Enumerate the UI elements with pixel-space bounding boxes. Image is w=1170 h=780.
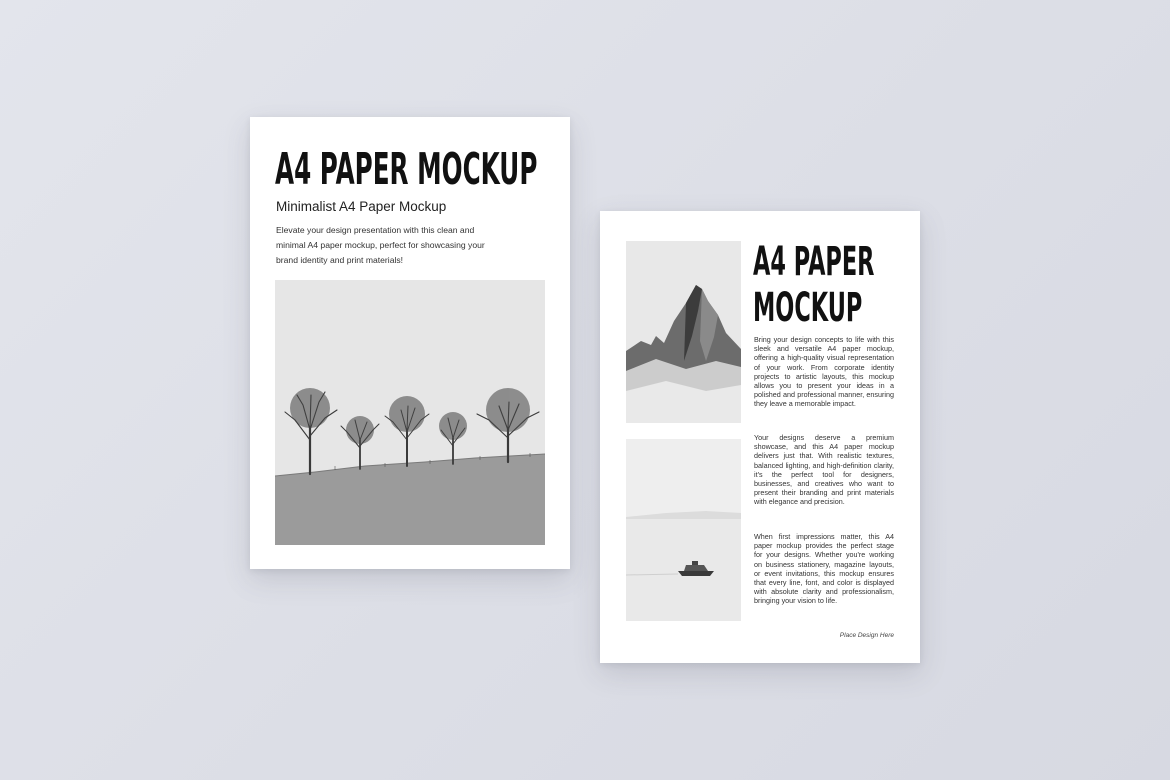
left-sheet-title: A4 PAPER MOCKUP [275,144,538,195]
left-sheet-subtitle: Minimalist A4 Paper Mockup [276,199,447,214]
boat-on-sea-photo [626,439,741,621]
right-paragraph-2: Your designs deserve a premium showcase, and this A4 paper mockup delivers just that. With realistic textures, balanced lighting, and high-definition clarity, it's the perfect tool for designers, businesses, and creatives who want to present their branding and print materials with elegance and precision. [754,433,894,507]
left-paper-sheet [250,117,570,569]
right-paragraph-3: When first impressions matter, this A4 paper mockup provides the perfect stage for your designs. Whether you're working on business stationery, magazine layouts, or event invitations, this mockup ensures that every line, font, and color is displayed with absolute clarity and professionalism, bringing your vision to life. [754,532,894,606]
trees-landscape-photo [275,280,545,545]
right-title-line-2: MOCKUP [753,285,863,331]
mountain-peak-photo [626,241,741,423]
right-paragraph-1: Bring your design concepts to life with this sleek and versatile A4 paper mockup, offering a high-quality visual representation of your work. From corporate identity projects to artistic layouts, this mockup allows you to present your ideas in a polished and professional manner, ensuring they leave a memorable impact. [754,335,894,409]
place-design-caption: Place Design Here [839,632,894,639]
right-sheet-title [753,239,874,331]
right-paper-sheet [600,211,920,663]
left-sheet-body-text: Elevate your design presentation with this clean and minimal A4 paper mockup, perfect for showcasing your brand identity and print materials! [276,225,485,265]
right-title-line-1: A4 PAPER [753,239,875,285]
